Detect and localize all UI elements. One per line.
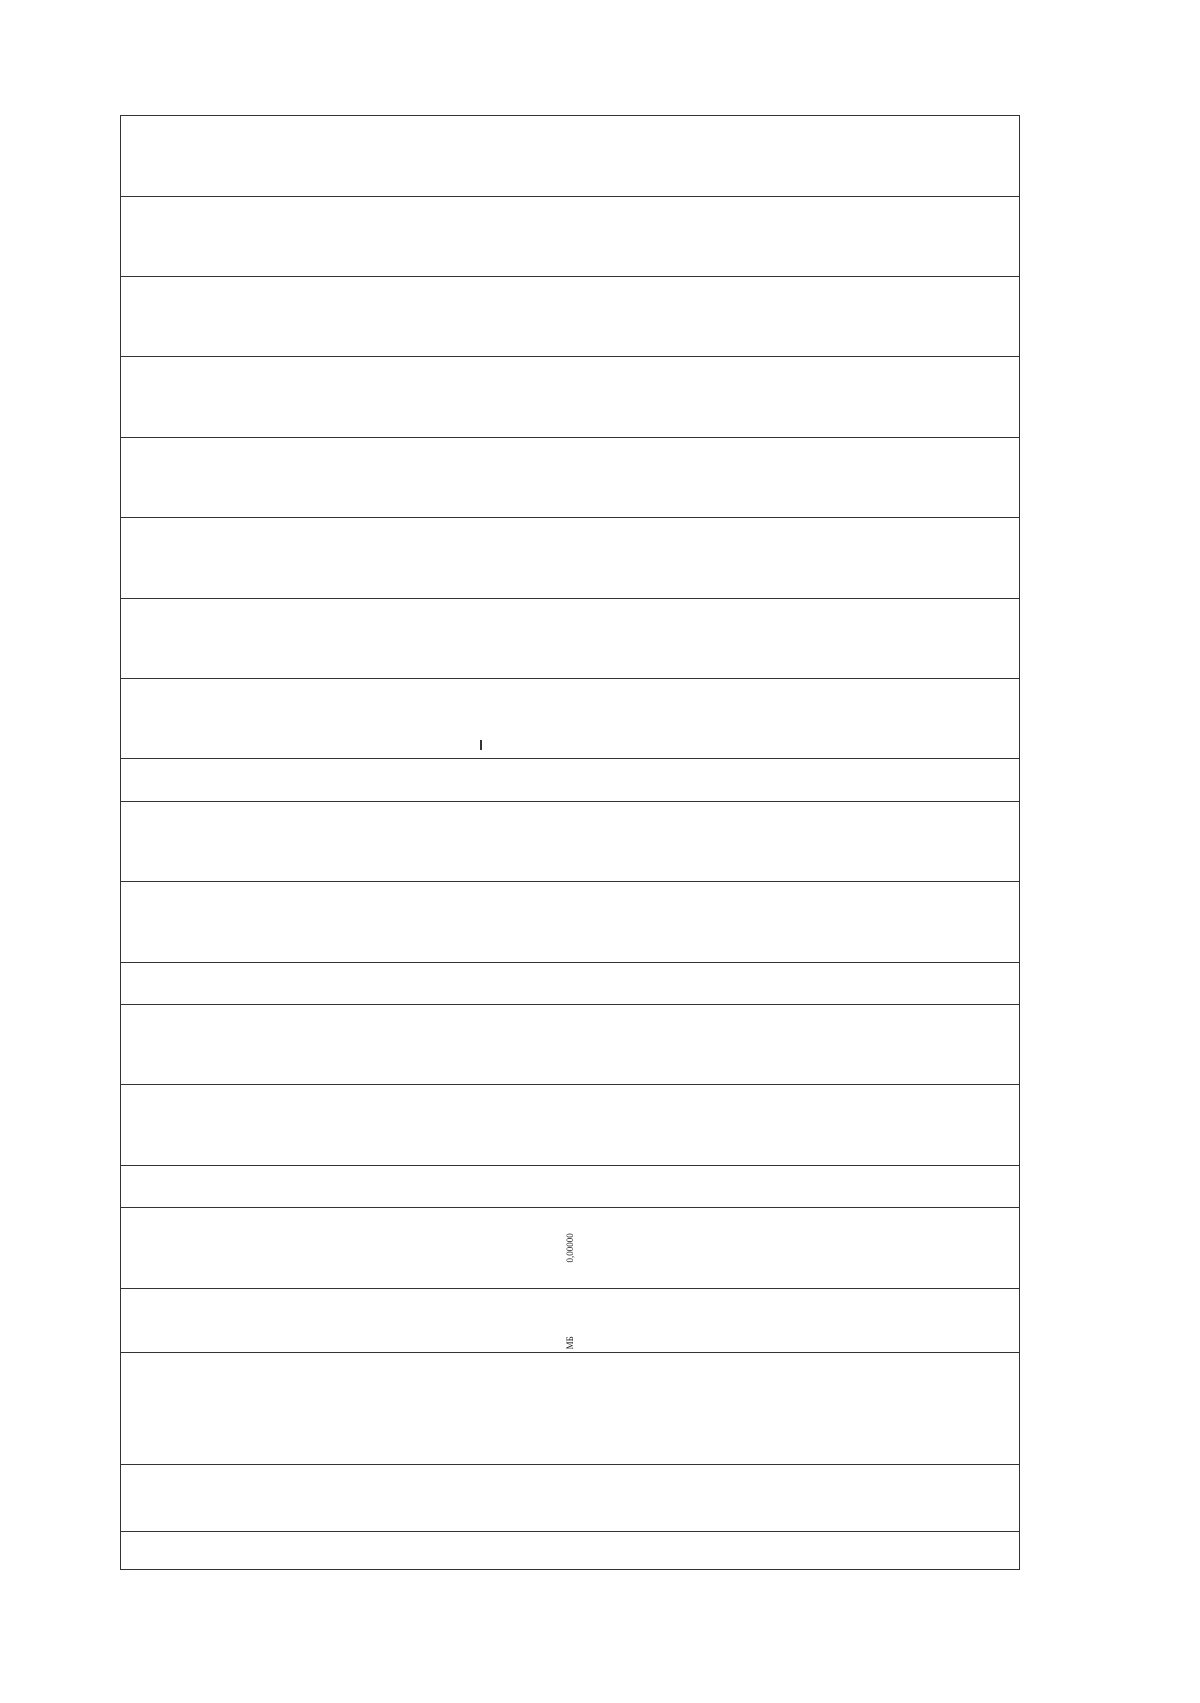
- table-cell: МБ: [121, 1288, 1020, 1353]
- table-cell: [121, 277, 1020, 357]
- table-cell: [121, 1532, 1020, 1570]
- table-cell: [121, 357, 1020, 437]
- table-cell: [121, 801, 1020, 881]
- table-cell: [121, 678, 1020, 758]
- rotated-table-container: [120, 115, 1020, 1570]
- scan-mark: [480, 740, 482, 750]
- table-row: [121, 116, 1020, 1570]
- table-cell: [121, 1353, 1020, 1465]
- table-cell: [121, 1165, 1020, 1207]
- table-cell: [121, 759, 1020, 801]
- table-cell: 0,00000: [121, 1208, 1020, 1288]
- table-cell: [121, 1085, 1020, 1165]
- table-cell: [121, 437, 1020, 517]
- table-cell: [121, 518, 1020, 598]
- financing-table: [120, 115, 1020, 1570]
- table-cell: [121, 882, 1020, 962]
- table-cell: [121, 1005, 1020, 1085]
- table-cell: [121, 116, 1020, 197]
- table-cell: [121, 598, 1020, 678]
- table-cell: [121, 1465, 1020, 1532]
- table-cell: [121, 196, 1020, 276]
- table-cell: [121, 962, 1020, 1004]
- table-body: [121, 116, 1020, 1570]
